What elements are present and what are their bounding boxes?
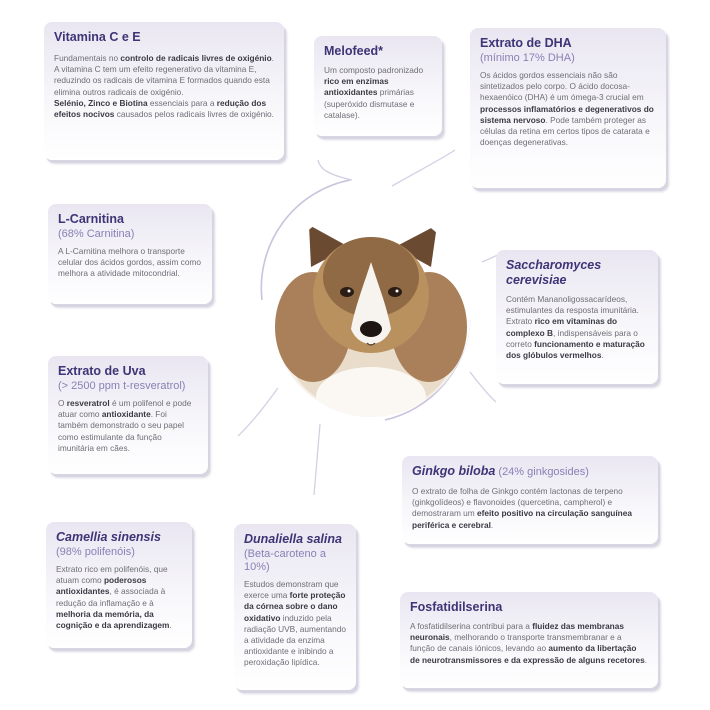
- card-title: Saccharomyces cerevisiae: [506, 258, 602, 287]
- card-body: Contém Mananoligossacarídeos, estimulantes da resposta imunitária. Extrato rico em vitaminas do complexo B, indispensáveis para o correto funcionamento e maturação dos glóbulos vermelhos.: [506, 294, 645, 361]
- card-melofeed: [314, 36, 442, 136]
- card-dha: [470, 28, 666, 188]
- card-title: Ginkgo biloba (24% ginkgosides): [412, 464, 589, 478]
- card-body: Um composto padronizado rico em enzimas antioxidantes primárias (superóxido dismutase e catalase).: [324, 65, 424, 120]
- card-ginkgo-biloba: [402, 456, 658, 544]
- card-title: L-Carnitina: [58, 212, 124, 226]
- card-vitamina-c-e: [44, 22, 284, 160]
- card-subtitle: (98% polifenóis): [56, 546, 135, 558]
- card-title: Camellia sinensis: [56, 530, 161, 544]
- card-l-carnitina: [48, 204, 212, 304]
- card-body: A L-Carnitina melhora o transporte celular dos ácidos gordos, assim como melhora a atividade mitocondrial.: [58, 246, 201, 279]
- card-dunaliella-salina: [234, 524, 356, 690]
- card-saccharomyces: [496, 250, 658, 384]
- card-title: Melofeed*: [324, 44, 384, 58]
- card-body: Estudos demonstram que exerce uma forte proteção da córnea sobre o dano oxidativo induzido pela radiação UVB, aumentando a atividade da enzima antioxidante e inibindo a peroxidação lipídica.: [244, 579, 346, 668]
- card-body: Os ácidos gordos essenciais não são sintetizados pelo corpo. O ácido docosa-hexaenóico (DHA) é um ómega-3 crucial em processos inflamatórios e degenerativos do sistema nervoso. Pode também proteger as células da retina em certos tipos de catarata e doenças degenerativas.: [480, 70, 654, 148]
- card-title: Fosfatidilserina: [410, 600, 503, 614]
- card-camellia-sinensis: [46, 522, 192, 648]
- card-fosfatidilserina: [400, 592, 658, 688]
- card-title: Vitamina C e E: [54, 30, 141, 44]
- card-body: O resveratrol é um polifenol e pode atuar como antioxidante. Foi também demonstrado o seu papel como estimulante da função imunitária em cães.: [58, 398, 192, 453]
- dog-photo: [271, 207, 471, 417]
- card-title: Extrato de Uva: [58, 364, 146, 378]
- card-body: Extrato rico em polifenóis, que atuam como poderosos antioxidantes, é associada à redução da inflamação e à melhoria da memória, da cognição e da aprendizagem.: [56, 564, 172, 631]
- card-extrato-uva: [48, 356, 208, 474]
- card-subtitle: (68% Carnitina): [58, 228, 135, 240]
- card-subtitle: (Beta-caroteno a 10%): [244, 548, 326, 573]
- card-body: O extrato de folha de Ginkgo contém lactonas de terpeno (ginkgolídeos) e flavonoides (quercetina, campherol) e demostraram um efeito positivo na circulação sanguínea periférica e cerebral.: [412, 486, 632, 530]
- card-title: Extrato de DHA: [480, 36, 572, 50]
- card-body: Fundamentais no controlo de radicais livres de oxigénio. A vitamina C tem um efeito regenerativo da vitamina E, reduzindo os radicais de vitamina E formados quando esta elimina outros radicais de oxigénio. Selénio, Zinco e Biotina essenciais para a redução dos efeitos nocivos causados pelos radicais livres de oxigénio.: [54, 53, 274, 120]
- card-body: A fosfatidilserina contribui para a fluidez das membranas neuronais, melhorando o transporte transmembranar e a função de canais iónicos, levando ao aumento da libertação de neurotransmissores e da expressão de alguns recetores.: [410, 621, 648, 665]
- card-title: Dunaliella salina: [244, 532, 342, 546]
- card-subtitle: (mínimo 17% DHA): [480, 52, 575, 64]
- card-subtitle: (> 2500 ppm t-resveratrol): [58, 380, 186, 392]
